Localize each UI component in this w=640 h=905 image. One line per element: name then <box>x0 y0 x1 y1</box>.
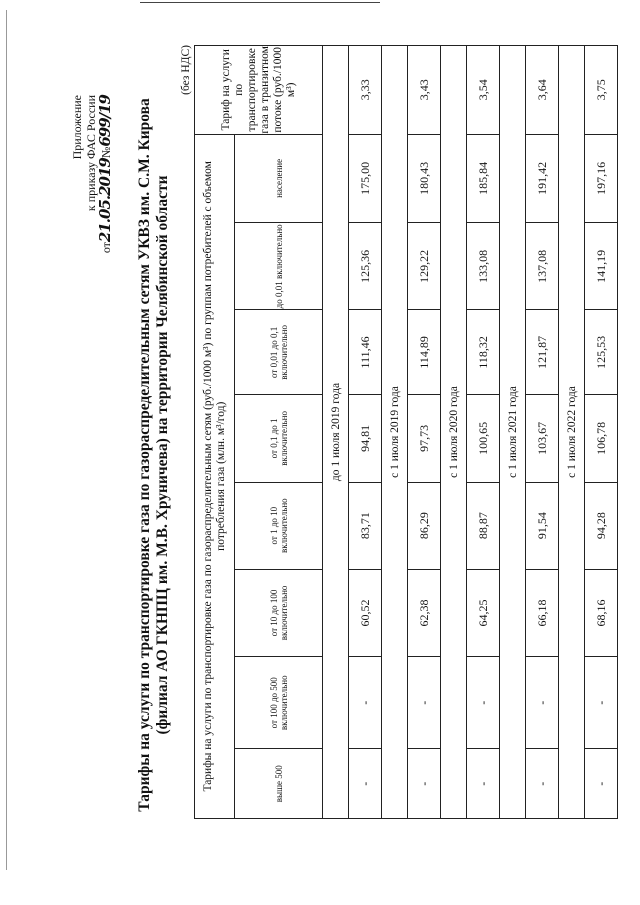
table-row <box>349 46 382 819</box>
order-reference: к приказу ФАС России <box>84 95 98 212</box>
table-row <box>585 46 618 819</box>
period-label: с 1 июля 2021 года <box>500 46 526 819</box>
group-header: от 0,1 до 1 включительно <box>235 395 323 482</box>
table-cell: 125,53 <box>585 310 618 395</box>
table-cell: 133,08 <box>467 223 500 310</box>
order-date-number <box>98 95 113 265</box>
table-cell: 197,16 <box>585 134 618 223</box>
table-cell: 94,28 <box>585 482 618 569</box>
table-row <box>467 46 500 819</box>
table-cell: 64,25 <box>467 569 500 656</box>
document-title <box>136 45 172 865</box>
table-cell: 103,67 <box>526 395 559 482</box>
table-cell: - <box>585 657 618 749</box>
table-header-transit: Тариф на услуги по транспортировке газа в транзитном потоке (руб./1000 м³) <box>195 46 323 135</box>
table-cell: 68,16 <box>585 569 618 656</box>
title-line-1: Тарифы на услуги по транспортировке газа по газораспределительным сетям УКВЗ им. С.М. Кирова <box>136 98 153 812</box>
table-cell: - <box>467 749 500 819</box>
table-cell: 83,71 <box>349 482 382 569</box>
group-header: население <box>235 134 323 223</box>
table-cell: 175,00 <box>349 134 382 223</box>
table-cell: 62,38 <box>408 569 441 656</box>
table-cell: 94,81 <box>349 395 382 482</box>
order-number-prefix: № <box>99 146 113 159</box>
table-cell: 191,42 <box>526 134 559 223</box>
table-cell: 3,64 <box>526 46 559 135</box>
table-cell: 3,54 <box>467 46 500 135</box>
table-cell: 60,52 <box>349 569 382 656</box>
table-cell: 106,78 <box>585 395 618 482</box>
group-header: выше 500 <box>235 749 323 819</box>
table-cell: 118,32 <box>467 310 500 395</box>
table-cell: 125,36 <box>349 223 382 310</box>
table-cell: 88,87 <box>467 482 500 569</box>
table-cell: 66,18 <box>526 569 559 656</box>
group-header: от 10 до 100 включительно <box>235 569 323 656</box>
vat-note: (без НДС) <box>180 45 192 95</box>
table-cell: 180,43 <box>408 134 441 223</box>
table-cell: - <box>526 749 559 819</box>
table-cell: 141,19 <box>585 223 618 310</box>
table-cell: 121,87 <box>526 310 559 395</box>
table-cell: 111,46 <box>349 310 382 395</box>
order-date: 21.05.2019 <box>96 158 114 243</box>
table-row <box>526 46 559 819</box>
tariff-table <box>194 45 618 819</box>
table-cell: - <box>467 657 500 749</box>
table-cell: 129,22 <box>408 223 441 310</box>
table-cell: 91,54 <box>526 482 559 569</box>
order-number: 699/19 <box>96 95 114 147</box>
table-cell: - <box>349 657 382 749</box>
table-cell: 97,73 <box>408 395 441 482</box>
order-date-prefix: от <box>99 242 113 254</box>
table-cell: 100,65 <box>467 395 500 482</box>
group-header: от 0,01 до 0,1 включительно <box>235 310 323 395</box>
period-label: с 1 июля 2022 года <box>559 46 585 819</box>
period-label: до 1 июля 2019 года <box>323 46 349 819</box>
group-header: от 1 до 10 включительно <box>235 482 323 569</box>
table-header-main: Тарифы на услуги по транспортировке газа по газораспределительным сетям (руб./1000 м³) по группам потребителей с объемом потребления газа (млн. м³/год) <box>195 134 235 818</box>
title-line-2: (филиал АО ГКНПЦ им. М.В. Хруничева) на территории Челябинской области <box>154 175 171 735</box>
table-cell: 86,29 <box>408 482 441 569</box>
table-cell: 185,84 <box>467 134 500 223</box>
table-cell: - <box>585 749 618 819</box>
table-cell: - <box>408 657 441 749</box>
period-label: с 1 июля 2019 года <box>382 46 408 819</box>
table-row <box>408 46 441 819</box>
table-cell: - <box>526 657 559 749</box>
table-cell: 3,33 <box>349 46 382 135</box>
table-cell: - <box>349 749 382 819</box>
group-header: от 100 до 500 включительно <box>235 657 323 749</box>
group-header: до 0,01 включительно <box>235 223 323 310</box>
table-cell: 3,43 <box>408 46 441 135</box>
table-cell: 137,08 <box>526 223 559 310</box>
table-cell: 3,75 <box>585 46 618 135</box>
table-cell: 114,89 <box>408 310 441 395</box>
table-cell: - <box>408 749 441 819</box>
appendix-block <box>70 95 113 265</box>
appendix-label: Приложение <box>70 95 84 160</box>
period-label: с 1 июля 2020 года <box>441 46 467 819</box>
